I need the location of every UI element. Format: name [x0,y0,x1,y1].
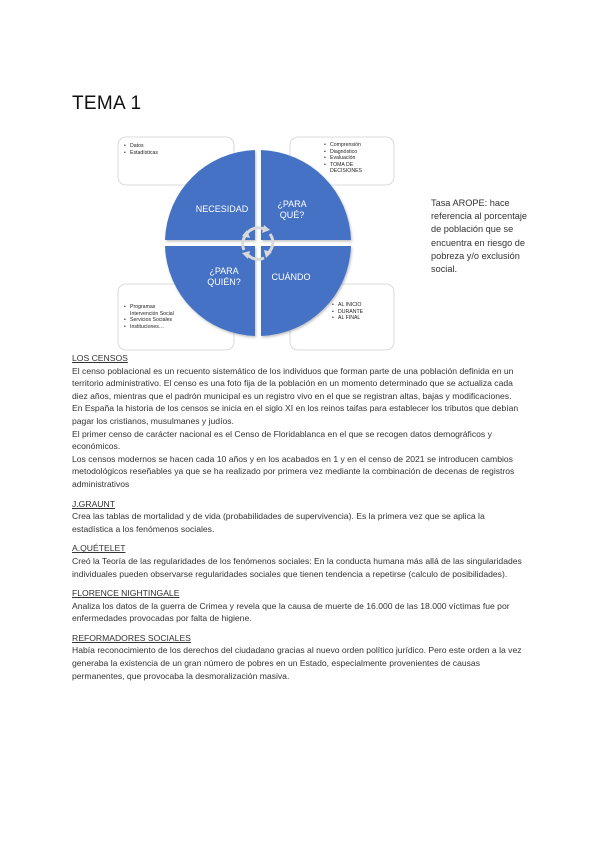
callout-item: • Servicios Sociales [130,317,182,324]
paragraph: Crea las tablas de mortalidad y de vida (probabilidades de supervivencia). Es la primera vez que se aplica la estadística a los fenómenos sociales. [72,511,485,534]
section-heading: REFORMADORES SOCIALES [72,632,191,643]
callout-item: • Estadísticas [130,150,226,157]
sections [72,352,524,682]
paragraph: Los censos modernos se hacen cada 10 años y en los acabados en 1 y en el censo de 2021 se introducen cambios metodológicos reseñables ya que se ha realizado por primera vez mediante la combinación de decenas de registros administrativos [72,453,515,489]
callout-item: • Comprensión [330,142,392,149]
paragraph: Analiza los datos de la guerra de Crimea y revela que la causa de muerte de 16.000 de las 18.000 víctimas fue por enfermedades provocadas por falta de higiene. [72,600,510,624]
callout-item: • Evaluación [330,155,392,162]
paragraph: El censo poblacional es un recuento sistemático de los individuos que forman parte de una población definida en un territorio administrativo. El censo es una foto fija de la población en un momento determinado que se actualiza cada diez años, mientras que el padrón municipal es un registro vivo en el que se registran altas, bajas y modificaciones. [72,365,514,401]
section-heading: A.QUÉTELET [72,543,126,554]
callout-item: • TOMA DE DECISIONES [330,162,368,175]
quadrant-label-necesidad: NECESIDAD [195,204,249,214]
arope-note: Tasa AROPE: hace referencia al porcentaje de población que se encuentra en riesgo de pobreza y/o exclusión social. [431,198,528,275]
page-title: TEMA 1 [72,93,142,114]
callout-bottom-right [330,302,390,322]
callout-top-left [122,143,226,156]
callout-top-right [322,142,392,175]
callout-item: • Instituciones… [130,324,182,331]
section-heading: FLORENCE NIGHTINGALE [72,588,180,599]
cycle-diagram [0,0,600,360]
paragraph: En España la historia de los censos se inicia en el siglo XI en los reinos taifas para establecer los tributos que debían pagar los cristianos, musulmanes y judíos. [72,403,519,426]
section-heading: J.GRAUNT [72,498,115,509]
callout-item: • Diagnóstico [330,149,392,156]
quadrant-label-para-que: ¿PARA QUÉ? [277,199,307,220]
section-heading: LOS CENSOS [72,353,128,363]
callout-item: • AL FINAL [338,315,390,322]
callout-item: • DURANTE [338,309,390,316]
callout-item: • Programas Intervención Social [130,304,182,317]
callout-item: • AL INICIO [338,302,390,309]
diagram-shapes [0,0,600,360]
paragraph: El primer censo de carácter nacional es el Censo de Floridablanca en el que se recogen datos demográficos y económicos. [72,428,492,452]
paragraph: Creó la Teoría de las regularidades de los fenómenos sociales: En la conducta humana más allá de las singularidades individuales pueden observarse regularidades sociales que tienen tendencia a repetirse (calculo de posibilidades). [72,555,522,579]
paragraph: Había reconocimiento de los derechos del ciudadano gracias al nuevo orden político jurídico. Pero este orden a la vez generaba la existencia de un gran número de pobres en un Estado, especialmente provenientes de causas permanentes, que provocaba la desmoralización masiva. [72,645,522,681]
quadrant-label-para-quien: ¿PARA QUIÉN? [207,266,241,287]
callout-item: • Datos [130,143,226,150]
callout-bottom-left [122,304,182,330]
quadrant-label-cuando: CUÁNDO [271,272,311,282]
